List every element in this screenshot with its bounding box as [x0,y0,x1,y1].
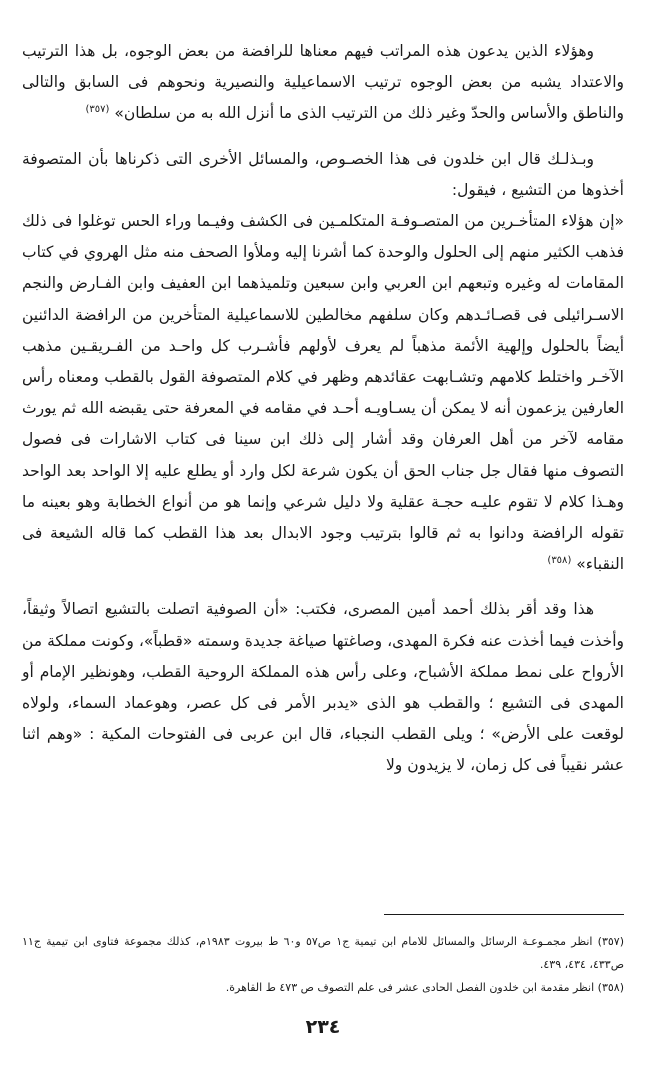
footnote-358: (٣٥٨) انظر مقدمة ابن خلدون الفصل الحادى عشر فى علم التصوف ص ٤٧٣ ط القاهرة. [225,981,624,994]
footnote-357: (٣٥٧) انظر مجمـوعـة الرسائل والمسائل للامام ابن تيمية ج١ ص٥٧ و٦٠ ط بيروت ١٩٨٣م، كذلك مجموعة فتاوى ابن تيمية ج١١ ص٤٣٣، ٤٣٤، ٤٣٩. [22,935,625,971]
paragraph-2 [22,144,624,206]
main-text [22,36,624,782]
quote-ibn-khaldun [22,206,624,580]
footnote-separator [384,914,624,915]
paragraph-4-text: هذا وقد أقر بذلك أحمد أمين المصرى، فكتب: «أن الصوفية اتصلت بالتشيع اتصالاً وثيقاً، وأخذت فيما أخذت عنه فكرة المهدى، وصاغتها صياغة جديدة وسمته «قطباً»، وكونت مملكة من الأرواح على نمط مملكة الأشباح، وعلى رأس هذه المملكة الروحية القطب، وهونظير الإمام أو المهدى فى التشيع ؛ والقطب هو الذى «يدبر الأمر فى كل عصر، وهوعماد السماء، ولولاه لوقعت على الأرض» ؛ ويلى القطب النجباء، قال ابن عربى فى الفتوحات المكية : «وهم اثنا عشر نقيباً فى كل زمان، لا يزيدون ولا [22,600,624,775]
paragraph-2-text: وبـذلـك قال ابن خلدون فى هذا الخصـوص، والمسائل الأخرى التى ذكرناها بأن المتصوفة أخذوها من التشيع ، فيقول: [22,149,624,199]
footnote-ref-357: (٣٥٧) [85,104,110,116]
footnotes [22,930,624,999]
paragraph-1-text: وهؤلاء الذين يدعون هذه المراتب فيهم معناها للرافضة من بعض الوجوه، بل هذا الترتيب والاعتداد يشبه من بعض الوجوه ترتيب الاسماعيلية والنصيرية ونحوهم فى السابق والتالى والناطق والأساس والحدّ وغير ذلك من الترتيب الذى ما أنزل الله به من سلطان» [22,42,624,123]
footnote-ref-358: (٣٥٨) [547,555,572,567]
paragraph-4 [22,594,624,781]
page-number: ٢٣٤ [305,1016,341,1038]
quote-ibn-khaldun-text: «إن هؤلاء المتأخـرين من المتصـوفـة المتكلمـين فى الكشف وفيـما وراء الحس توغلوا فى ذلك فذهب الكثير منهم إلى الحلول والوحدة كما أشرنا إليه وملأوا الصحف منه مثل الهروي في كتاب المقامات له وغيره وتبعهم ابن العربي وابن سبعين وتلميذهما ابن العفيف وابن الفـارض والنجم الاسـرائيلى فى قصـائـدهم وكان سلفهم مخالطين للاسماعيلية المتأخرين من الرافضة الدائنين أيضاً بالحلول وإلهية الأئمة مذهباً لم يعرف لأولهم فأشـرب كل واحـد من الفـريقـين مذهب الآخـر واختلط كلامهم وتشـابهت عقائدهم وظهر في كلام المتصوفة القول بالقطب ومعناه رأس العارفين يزعمون أنه لا يمكن أن يسـاويـه أحـد في مقامه في المعرفة حتى يقبضه الله ثم يورث مقامه لآخر من أهل العرفان وقد أشار إلى ذلك ابن سينا فى كتاب الاشارات فى فصول التصوف منها فقال جل جناب الحق أن يكون شرعة لكل وارد أو يطلع عليه إلا الواحد بعد الواحد وهـذا كلام لا تقوم عليـه حجـة عقلية ولا دليل شرعي وإنما هو من أنواع الخطابة وهو بعينه ما تقوله الرافضة ودانوا به ثم قالوا بترتيب وجود الابدال بعد هذا القطب كما قاله الشيعة فى النقباء» [22,212,624,574]
paragraph-1 [22,36,624,130]
